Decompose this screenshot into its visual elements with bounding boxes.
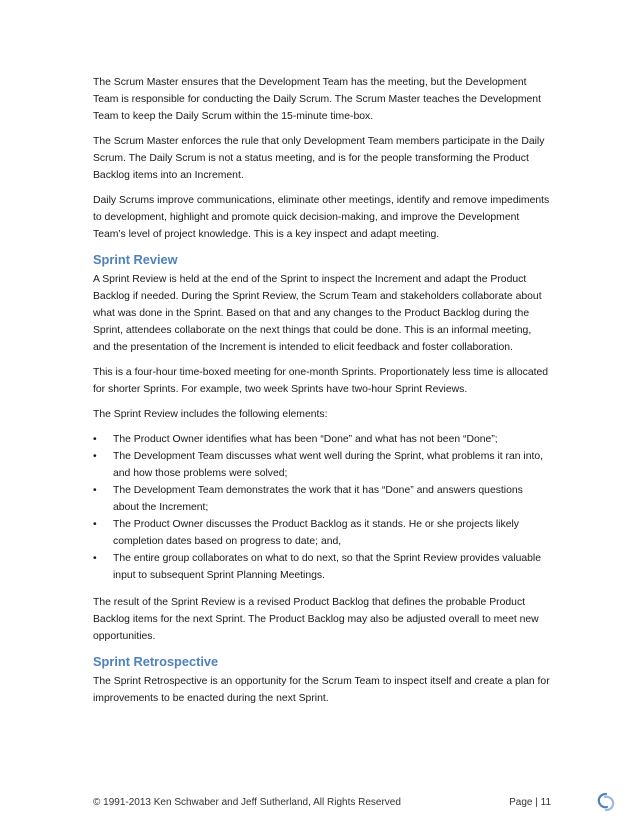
- bullet-icon: •: [93, 485, 97, 496]
- heading-sprint-review: Sprint Review: [93, 252, 178, 267]
- paragraph-sprint-review-2: This is a four-hour time-boxed meeting for one-month Sprints. Proportionately less time is allocated for shorter Sprints. For example, two week Sprints have two-hour Sprint Reviews.: [93, 367, 549, 395]
- paragraph-sprint-retrospective: The Sprint Retrospective is an opportunity for the Scrum Team to inspect itself and create a plan for improvements to be enacted during the next Sprint.: [93, 676, 550, 704]
- list-item: [93, 516, 551, 550]
- document-page: [93, 74, 551, 715]
- paragraph-daily-scrum-1: The Scrum Master ensures that the Development Team has the meeting, but the Development Team is responsible for conducting the Daily Scrum. The Scrum Master teaches the Development Team to keep the Daily Scrum within the 15-minute time-box.: [93, 77, 541, 122]
- list-item: [93, 482, 551, 516]
- list-item: [93, 448, 551, 482]
- list-item-text: The entire group collaborates on what to do next, so that the Sprint Review provides valuable input to subsequent Sprint Planning Meetings.: [113, 553, 541, 581]
- footer-copyright: © 1991-2013 Ken Schwaber and Jeff Sutherland, All Rights Reserved: [93, 797, 401, 808]
- paragraph-sprint-review-1: A Sprint Review is held at the end of the Sprint to inspect the Increment and adapt the Product Backlog if needed. During the Sprint Review, the Scrum Team and stakeholders collaborate about what was done in the Sprint. Based on that and any changes to the Product Backlog during the Sprint, attendees collaborate on the next things that could be done. This is an informal meeting, and the presentation of the Increment is intended to elicit feedback and foster collaboration.: [93, 274, 542, 353]
- paragraph-sprint-review-result: The result of the Sprint Review is a revised Product Backlog that defines the probable Product Backlog items for the next Sprint. The Product Backlog may also be adjusted overall to meet new opportunities.: [93, 597, 539, 642]
- bullet-icon: •: [93, 434, 97, 445]
- list-item-text: The Development Team demonstrates the work that it has “Done” and answers questions about the Increment;: [113, 485, 523, 513]
- scrum-logo-icon: [595, 791, 617, 813]
- list-item: [93, 550, 551, 584]
- paragraph-daily-scrum-2: The Scrum Master enforces the rule that only Development Team members participate in the Daily Scrum. The Daily Scrum is not a status meeting, and is for the people transforming the Product Backlog items into an Increment.: [93, 136, 545, 181]
- footer-page-number: Page | 11: [509, 797, 551, 808]
- paragraph-sprint-review-3: The Sprint Review includes the following elements:: [93, 409, 328, 420]
- bullet-icon: •: [93, 519, 97, 530]
- list-item-text: The Development Team discusses what went well during the Sprint, what problems it ran into, and how those problems were solved;: [113, 451, 544, 479]
- page-footer: [93, 797, 551, 808]
- bullet-icon: •: [93, 451, 97, 462]
- paragraph-daily-scrum-3: Daily Scrums improve communications, eliminate other meetings, identify and remove impediments to development, highlight and promote quick decision-making, and improve the Development Team’s level of project knowledge. This is a key inspect and adapt meeting.: [93, 195, 550, 240]
- list-item-text: The Product Owner identifies what has been “Done” and what has not been “Done”;: [113, 434, 498, 445]
- list-item: [93, 431, 551, 448]
- heading-sprint-retrospective: Sprint Retrospective: [93, 654, 219, 669]
- list-item-text: The Product Owner discusses the Product Backlog as it stands. He or she projects likely completion dates based on progress to date; and,: [113, 519, 519, 547]
- bullet-icon: •: [93, 553, 97, 564]
- sprint-review-elements-list: [93, 431, 551, 584]
